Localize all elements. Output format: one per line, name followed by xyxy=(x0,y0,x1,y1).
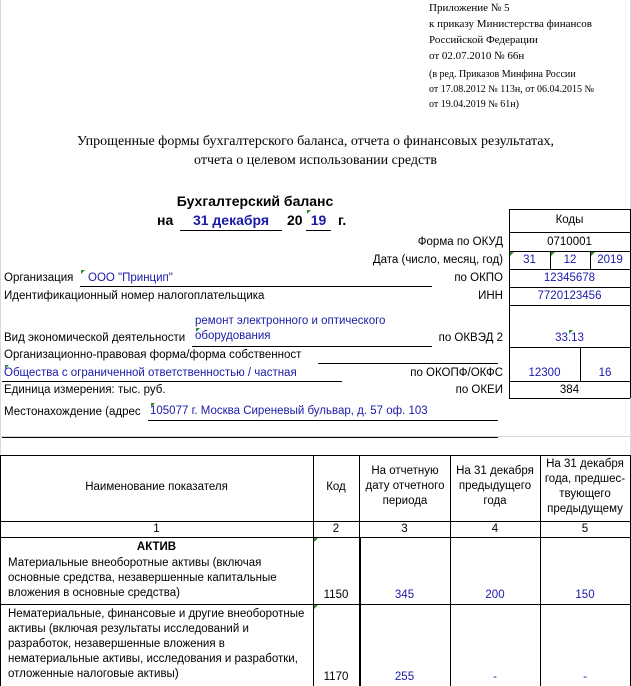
codes-border xyxy=(509,209,630,210)
appendix-line-2: к приказу Министерства финансов xyxy=(429,18,592,30)
cell-comment-marker xyxy=(510,252,514,256)
inn-value[interactable]: 7720123456 xyxy=(537,290,602,302)
okopf-label: по ОКОПФ/ОКФС xyxy=(410,367,503,379)
header-name: Наименование показателя xyxy=(85,481,228,493)
row-code: 1170 xyxy=(323,671,349,683)
codes-border xyxy=(509,269,630,270)
col-number-2: 2 xyxy=(332,523,340,535)
date-underline xyxy=(180,230,282,231)
col-number-5: 5 xyxy=(581,523,589,535)
inn-label: Идентификационный номер налогоплательщика xyxy=(4,290,265,302)
codes-border xyxy=(509,381,630,382)
codes-border xyxy=(509,287,630,288)
legal-form-value[interactable]: Общества с ограниченной ответственностью / частная xyxy=(4,367,297,379)
appendix-line-1: Приложение № 5 xyxy=(429,2,510,14)
cell-comment-marker xyxy=(151,403,155,407)
form-title-line-2: отчета о целевом использовании средств xyxy=(194,153,437,168)
col-number-3: 3 xyxy=(401,523,408,535)
table-border xyxy=(0,521,631,522)
header-col5: На 31 декабря года, предшес- твующего предыдущему xyxy=(544,458,626,515)
balance-on-label: на xyxy=(157,212,174,228)
codes-header: Коды xyxy=(555,214,584,226)
appendix-line-4: от 02.07.2010 № 66н xyxy=(429,50,525,62)
table-border xyxy=(450,455,451,686)
okud-value: 0710001 xyxy=(547,236,592,248)
table-border xyxy=(540,455,541,686)
okved-value[interactable]: 33.13 xyxy=(555,332,584,344)
field-underline xyxy=(318,363,498,364)
okpo-label: по ОКПО xyxy=(454,272,503,284)
header-code: Код xyxy=(326,481,346,493)
balance-year-prefix: 20 xyxy=(287,212,303,228)
org-label: Организация xyxy=(4,272,74,284)
row-value-current[interactable]: 345 xyxy=(394,589,415,601)
balance-title: Бухгалтерский баланс xyxy=(176,193,334,209)
date-codes-label: Дата (число, месяц, год) xyxy=(372,254,503,266)
col-number-4: 4 xyxy=(491,523,499,535)
inn-code-label: ИНН xyxy=(478,290,503,302)
cell-comment-marker xyxy=(314,605,318,609)
field-underline xyxy=(80,286,432,287)
okved-label: по ОКВЭД 2 xyxy=(438,332,503,344)
balance-date[interactable]: 31 декабря xyxy=(192,212,270,228)
appendix-line-6: от 17.08.2012 № 113н, от 06.04.2015 № xyxy=(429,84,595,95)
okfs-value[interactable]: 16 xyxy=(598,367,612,379)
header-col4: На 31 декабря предыдущего года xyxy=(456,465,534,507)
row-value-prev2[interactable]: - xyxy=(583,671,587,683)
year-underline xyxy=(306,230,331,231)
balance-year-suffix: г. xyxy=(338,212,347,228)
row-value-prev[interactable]: - xyxy=(493,671,497,683)
field-underline xyxy=(148,420,498,421)
legal-form-label: Организационно-правовая форма/форма собственност xyxy=(4,349,302,361)
activity-value-line-2[interactable]: оборудования xyxy=(195,330,271,342)
row-value-prev2[interactable]: 150 xyxy=(575,589,595,601)
date-day[interactable]: 31 xyxy=(523,254,536,266)
org-value[interactable]: ООО "Принцип" xyxy=(88,272,173,284)
field-underline xyxy=(192,346,432,347)
date-month[interactable]: 12 xyxy=(563,254,577,266)
grid-line xyxy=(0,0,1,456)
okei-label: по ОКЕИ xyxy=(455,384,503,396)
row-code: 1150 xyxy=(323,589,349,601)
codes-border xyxy=(509,232,630,233)
form-title-line-1: Упрощенные формы бухгалтерского баланса, отчета о финансовых результатах, xyxy=(76,134,554,149)
codes-border xyxy=(509,251,630,252)
cell-comment-marker xyxy=(81,270,85,274)
cell-comment-marker xyxy=(5,365,9,369)
address-value[interactable]: 105077 г. Москва Сиреневый бульвар, д. 57 оф. 103 xyxy=(150,405,428,417)
row-name: Нематериальные, финансовые и другие внеоборотные активы (включая результаты исследований и разработок, незавершенные вложения в нематериальные активы, исследования и разработки, отложенные налоговые активы) xyxy=(8,608,305,680)
appendix-line-3: Российской Федерации xyxy=(429,34,538,46)
appendix-line-5: (в ред. Приказов Минфина России xyxy=(429,69,576,80)
codes-border xyxy=(509,305,630,306)
table-border xyxy=(360,538,361,686)
row-name: Материальные внеоборотные активы (включая основные средства, незавершенные капитальные вложения в основные средства) xyxy=(8,557,277,599)
okei-value: 384 xyxy=(559,384,580,396)
codes-border xyxy=(509,398,630,399)
cell-comment-marker xyxy=(314,538,318,542)
okud-label: Форма по ОКУД xyxy=(417,236,503,248)
activity-value-line-1[interactable]: ремонт электронного и оптического xyxy=(195,315,386,327)
row-value-current[interactable]: 255 xyxy=(394,671,415,683)
okopf-value[interactable]: 12300 xyxy=(528,367,561,379)
cell-comment-marker xyxy=(551,252,555,256)
balance-year[interactable]: 19 xyxy=(310,212,327,228)
table-border xyxy=(0,455,631,456)
cell-comment-marker xyxy=(307,210,311,214)
header-col3: На отчетную дату отчетного периода xyxy=(365,465,445,507)
cell-comment-marker xyxy=(196,328,200,332)
codes-border xyxy=(509,347,630,348)
okpo-value[interactable]: 12345678 xyxy=(543,272,596,284)
section-asset: АКТИВ xyxy=(136,541,177,553)
cell-comment-marker xyxy=(569,330,573,334)
unit-label: Единица измерения: тыс. руб. xyxy=(4,384,166,396)
field-underline xyxy=(2,437,498,438)
date-year[interactable]: 2019 xyxy=(597,254,623,266)
cell-comment-marker xyxy=(591,252,595,256)
address-label: Местонахождение (адрес xyxy=(4,406,141,418)
row-value-prev[interactable]: 200 xyxy=(485,589,505,601)
col-number-1: 1 xyxy=(153,523,160,535)
activity-label: Вид экономической деятельности xyxy=(4,332,186,344)
field-underline xyxy=(2,381,342,382)
appendix-line-7: от 19.04.2019 № 61н) xyxy=(429,99,519,110)
